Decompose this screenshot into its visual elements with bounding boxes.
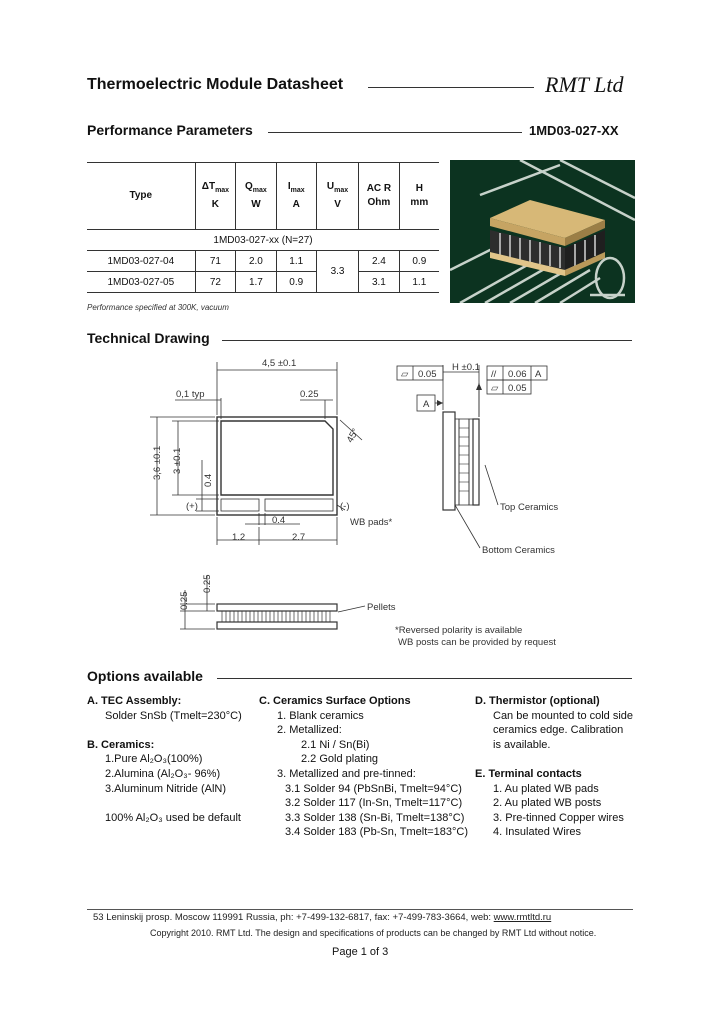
cell-q: 2.0 bbox=[236, 251, 276, 272]
table-row bbox=[87, 251, 439, 272]
option-b-title: B. Ceramics: bbox=[87, 738, 155, 751]
option-c-subitem: 3.2 Solder 117 (In-Sn, Tmelt=117°C) bbox=[285, 797, 463, 810]
cell-acr: 2.4 bbox=[359, 251, 399, 272]
option-c-subitem: 3.3 Solder 138 (Sn-Bi, Tmelt=138°C) bbox=[285, 811, 465, 824]
option-c-item: 3. Metallized and pre-tinned: bbox=[277, 767, 416, 780]
option-e-item: 3. Pre-tinned Copper wires bbox=[493, 811, 624, 824]
table-row bbox=[87, 272, 439, 293]
option-e-item: 1. Au plated WB pads bbox=[493, 782, 599, 795]
dim-12-label: 1.2 bbox=[232, 532, 246, 543]
dim-27-label: 2.7 bbox=[292, 532, 306, 543]
website-link[interactable]: www.rmtltd.ru bbox=[493, 912, 552, 923]
cell-i: 1.1 bbox=[276, 251, 316, 272]
option-c-subitem: 2.2 Gold plating bbox=[301, 753, 379, 766]
pellets-label: Pellets bbox=[367, 602, 396, 613]
side-025a-label: 0.25 bbox=[179, 591, 190, 610]
footer-copyright: Copyright 2010. RMT Ltd. The design and specifications of products can be changed by RMT Ltd without notice. bbox=[150, 928, 597, 938]
option-d-item: is available. bbox=[493, 738, 551, 751]
col-type: Type bbox=[87, 163, 195, 230]
datasheet-title: Thermoelectric Module Datasheet bbox=[87, 76, 344, 93]
dim-025-label: 0.25 bbox=[300, 389, 319, 400]
cell-i: 0.9 bbox=[276, 272, 316, 293]
options-col-c bbox=[259, 694, 469, 840]
technical-drawing bbox=[0, 350, 720, 655]
brand-logo: RMT Ltd bbox=[545, 72, 624, 97]
options-col-a-b bbox=[87, 694, 257, 825]
drawing-section-title: Technical Drawing bbox=[87, 330, 210, 346]
option-a-title: A. TEC Assembly: bbox=[87, 695, 182, 707]
dim-height-label: 3,6 ±0.1 bbox=[152, 445, 163, 480]
wb-pads-label: WB pads* bbox=[350, 517, 393, 528]
options-col-d-e bbox=[475, 694, 635, 840]
option-b-note: 100% Al₂O₃ used be default bbox=[105, 811, 241, 824]
flatness2-label: 0.05 bbox=[508, 383, 527, 394]
options-divider bbox=[217, 678, 632, 679]
col-q-max: $Q_{max}$ W bbox=[236, 163, 276, 230]
dim-04-label: 0.4 bbox=[203, 473, 214, 487]
cell-q: 1.7 bbox=[236, 272, 276, 293]
option-c-title: C. Ceramics Surface Options bbox=[259, 695, 411, 707]
cell-u-shared: 3.3 bbox=[316, 251, 358, 293]
parallel-icon: // bbox=[491, 369, 497, 380]
header-divider bbox=[368, 87, 534, 88]
address-text: 53 Leninskij prosp. Moscow 119991 Russia, ph: +7-499-132-6817, fax: +7-499-783-3664, web: bbox=[93, 912, 494, 923]
performance-divider bbox=[268, 132, 522, 133]
option-c-subitem: 3.1 Solder 94 (PbSnBi, Tmelt=94°C) bbox=[285, 782, 462, 795]
h-tol-label: H ±0.1 bbox=[452, 362, 480, 373]
drawing-note2: WB posts can be provided by request bbox=[398, 637, 556, 648]
page-number: Page 1 of 3 bbox=[332, 946, 389, 958]
options-section-title: Options available bbox=[87, 668, 203, 684]
option-b-item: 3.Aluminum Nitride (AlN) bbox=[105, 782, 227, 795]
option-d-item: Can be mounted to cold side bbox=[493, 709, 634, 722]
drawing-note1: *Reversed polarity is available bbox=[395, 625, 523, 636]
option-d-item: ceramics edge. Calibration bbox=[493, 724, 624, 737]
option-c-subitem: 3.4 Solder 183 (Pb-Sn, Tmelt=183°C) bbox=[285, 826, 469, 839]
option-a-item: Solder SnSb (Tmelt=230°C) bbox=[105, 709, 242, 722]
option-b-item: 1.Pure Al₂O₃(100%) bbox=[105, 753, 203, 766]
side-025b-label: 0.25 bbox=[202, 574, 213, 593]
cell-dt: 72 bbox=[195, 272, 236, 293]
product-photo bbox=[450, 160, 635, 303]
col-h: H mm bbox=[399, 163, 439, 230]
col-ac-r: AC R Ohm bbox=[359, 163, 399, 230]
cell-h: 0.9 bbox=[399, 251, 439, 272]
flatness2-icon: ▱ bbox=[491, 383, 499, 394]
dim-04b-label: 0.4 bbox=[272, 515, 286, 526]
cell-h: 1.1 bbox=[399, 272, 439, 293]
footer-address bbox=[93, 912, 551, 923]
plus-label: (+) bbox=[186, 501, 198, 512]
table-header-row bbox=[87, 163, 439, 230]
dim-typ-label: 0,1 typ bbox=[176, 389, 205, 400]
parallel-label: 0.06 bbox=[508, 369, 527, 380]
performance-section-title: Performance Parameters bbox=[87, 122, 253, 138]
option-e-item: 2. Au plated WB posts bbox=[493, 797, 602, 810]
top-ceramics-label: Top Ceramics bbox=[500, 502, 559, 513]
bottom-ceramics-label: Bottom Ceramics bbox=[482, 545, 555, 556]
dim-width-label: 4,5 ±0.1 bbox=[262, 358, 297, 369]
cell-type: 1MD03-027-05 bbox=[87, 272, 195, 293]
cell-dt: 71 bbox=[195, 251, 236, 272]
minus-label: (-) bbox=[340, 501, 350, 512]
model-code: 1MD03-027-XX bbox=[529, 123, 619, 138]
option-c-item: 2. Metallized: bbox=[277, 724, 342, 737]
flatness1-label: 0.05 bbox=[418, 369, 437, 380]
col-u-max: $U_{max}$ V bbox=[316, 163, 358, 230]
option-c-subitem: 2.1 Ni / Sn(Bi) bbox=[301, 738, 370, 751]
option-b-item: 2.Alumina (Al₂O₃- 96%) bbox=[105, 767, 221, 780]
col-delta-t: $\Delta T_{max}$ K bbox=[195, 163, 236, 230]
table-subheader: 1MD03-027-xx (N=27) bbox=[87, 230, 439, 251]
cell-acr: 3.1 bbox=[359, 272, 399, 293]
option-d-title: D. Thermistor (optional) bbox=[475, 695, 600, 707]
dim-3-label: 3 ±0.1 bbox=[172, 447, 183, 474]
table-subheader-row bbox=[87, 230, 439, 251]
cell-type: 1MD03-027-04 bbox=[87, 251, 195, 272]
footer-divider bbox=[87, 909, 633, 910]
performance-note: Performance specified at 300K, vacuum bbox=[87, 303, 229, 312]
datum-label: A bbox=[423, 399, 430, 410]
option-e-item: 4. Insulated Wires bbox=[493, 826, 582, 839]
dim-45-label: 45° bbox=[344, 426, 362, 445]
option-c-item: 1. Blank ceramics bbox=[277, 709, 364, 722]
drawing-divider bbox=[222, 340, 632, 341]
option-e-title: E. Terminal contacts bbox=[475, 767, 582, 780]
flatness-icon: ▱ bbox=[401, 369, 409, 380]
col-i-max: $I_{max}$ A bbox=[276, 163, 316, 230]
performance-table bbox=[87, 162, 439, 293]
datum-ref-label: A bbox=[535, 369, 542, 380]
